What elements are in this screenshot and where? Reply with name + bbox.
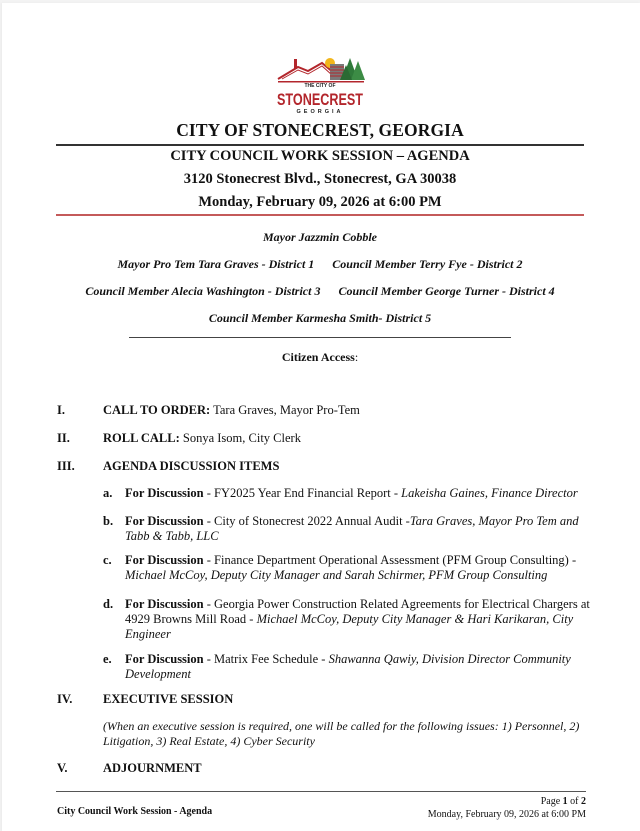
document-title: CITY OF STONECREST, GEORGIA [176,120,464,140]
council-member: Council Member Terry Fye - District 2 [332,257,523,271]
citizen-access-colon: : [354,350,359,364]
city-logo [272,55,368,117]
section-number: II. [57,431,70,445]
item-presenter: Michael McCoy, Deputy City Manager and Sarah Schirmer, PFM Group Consulting [125,568,548,582]
footer-right [428,795,586,821]
city-of-stonecrest-logo-icon [272,55,368,117]
mayor-name: Mayor Jazzmin Cobble [262,230,377,244]
document-subtitle: CITY COUNCIL WORK SESSION – AGENDA [170,148,470,164]
council-member: Council Member Karmesha Smith- District 5 [208,311,432,325]
section-title: CALL TO ORDER: [103,403,211,417]
item-letter: a. [103,486,113,500]
item-label: For Discussion [125,486,204,500]
header-divider [56,214,584,216]
council-member: Council Member Alecia Washington - District 3 [85,284,321,298]
page-prefix: Page [540,796,563,807]
item-label: For Discussion [125,514,204,528]
council-divider [129,337,511,338]
section-number: III. [57,459,75,473]
title-divider [56,144,584,146]
citizen-access-label: Citizen Access [281,350,355,364]
logo-top-text: THE CITY OF [304,83,336,89]
council-row-1 [0,257,640,272]
council-member: Mayor Pro Tem Tara Graves - District 1 [117,257,315,271]
item-presenter: Shawanna Qawiy, Division Director Community Development [125,652,571,681]
page-of: of [567,796,581,807]
item-topic: - Georgia Power Construction Related Agreements for Electrical Chargers at 4929 Browns Mill Road - [125,597,590,626]
item-label: For Discussion [125,597,204,611]
citizen-access [0,350,640,365]
item-letter: e. [103,652,112,666]
council-member: Council Member George Turner - District 4 [338,284,555,298]
section-number: IV. [57,692,73,706]
item-topic: - Matrix Fee Schedule - [203,652,329,666]
item-letter: b. [103,514,114,528]
item-topic: - City of Stonecrest 2022 Annual Audit - [203,514,410,528]
page-total: 2 [581,796,586,807]
executive-session-note: (When an executive session is required, one will be called for the following issues: 1) Personnel, 2) Litigation, 3) Real Estate, 4) Cyber Security [103,719,580,748]
section-number: I. [57,403,65,417]
logo-state: GEORGIA [296,109,344,115]
footer-divider [56,791,586,792]
section-number: V. [57,761,68,775]
meeting-address: 3120 Stonecrest Blvd., Stonecrest, GA 30038 [183,171,457,187]
page-current: 1 [562,796,568,807]
item-label: For Discussion [125,553,204,567]
meeting-datetime: Monday, February 09, 2026 at 6:00 PM [198,194,442,210]
item-presenter: Michael McCoy, Deputy City Manager & Hari Karikaran, City Engineer [125,612,574,641]
section-title: AGENDA DISCUSSION ITEMS [103,459,280,473]
section-title: ADJOURNMENT [103,761,202,775]
item-topic: - FY2025 Year End Financial Report - [203,486,402,500]
section-detail: Tara Graves, Mayor Pro-Tem [210,403,360,417]
section-detail: Sonya Isom, City Clerk [179,431,301,445]
footer-datetime: Monday, February 09, 2026 at 6:00 PM [427,809,586,820]
item-letter: c. [103,553,112,567]
item-presenter: Tara Graves, Mayor Pro Tem and Tabb & Tabb, LLC [125,514,579,543]
logo-name: STONECREST [277,90,364,109]
item-letter: d. [103,597,114,611]
item-label: For Discussion [125,652,204,666]
council-row-2 [0,284,640,299]
item-topic: - Finance Department Operational Assessment (PFM Group Consulting) - [203,553,577,567]
footer-document-name: City Council Work Session - Agenda [57,806,213,817]
page-number [428,795,586,808]
section-title: ROLL CALL: [103,431,180,445]
section-title: EXECUTIVE SESSION [103,692,234,706]
item-presenter: Lakeisha Gaines, Finance Director [401,486,578,500]
